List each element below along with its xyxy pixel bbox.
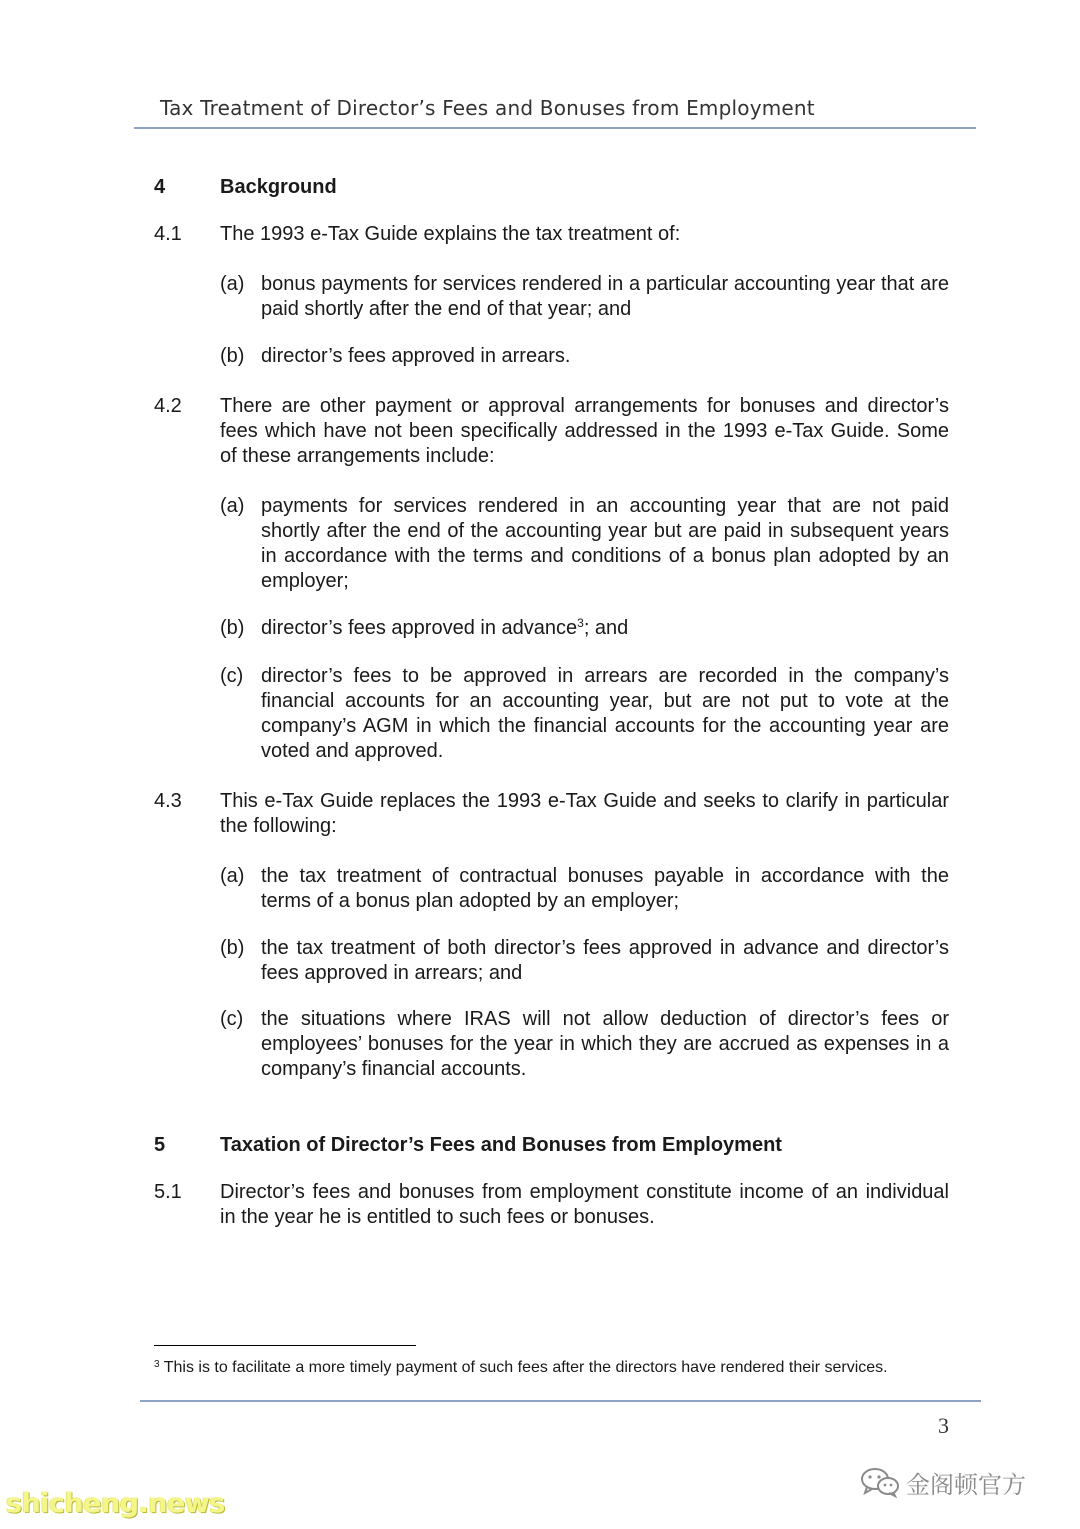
list-item-text-tail: ; and (583, 617, 629, 639)
section-heading-5 (154, 1133, 954, 1158)
section-number: 5 (154, 1134, 166, 1156)
list-item-text: the situations where IRAS will not allow deduction of director’s fees or employees’ bonuses for the year in which they are accrued as expenses in a company’s financial accounts. (261, 1008, 949, 1080)
paragraph-number: 5.1 (154, 1181, 182, 1203)
list-item-4-1-b (220, 344, 949, 369)
section-heading-4 (154, 175, 954, 200)
footnote-text: This is to facilitate a more timely payment of such fees after the directors have rendered their services. (163, 1359, 888, 1376)
list-item-text-main: director’s fees approved in advance (261, 617, 578, 639)
list-item-label: (a) (220, 865, 245, 887)
list-item-label: (c) (220, 665, 244, 687)
list-item-text: bonus payments for services rendered in a particular accounting year that are paid shortly after the end of that year; and (261, 273, 949, 320)
watermark-account-name: 金阁顿官方 (906, 1470, 1026, 1499)
paragraph-number: 4.2 (154, 395, 182, 417)
list-item-4-3-a (220, 864, 949, 914)
paragraph-4-3 (154, 789, 949, 839)
watermark-site: shicheng.news (6, 1488, 225, 1519)
footnote-reference[interactable]: 3 (577, 616, 584, 630)
header-rule (134, 127, 976, 129)
section-number: 4 (154, 176, 166, 198)
list-item-label: (b) (220, 617, 245, 639)
paragraph-5-1 (154, 1180, 949, 1230)
page-number: 3 (938, 1413, 949, 1438)
list-item-label: (a) (220, 495, 245, 517)
list-item-text: the tax treatment of both director’s fees approved in advance and director’s fees approved in arrears; and (261, 937, 949, 984)
list-item-4-3-b (220, 936, 949, 986)
document-header-title: Tax Treatment of Director’s Fees and Bonuses from Employment (160, 96, 815, 120)
paragraph-number: 4.3 (154, 790, 182, 812)
paragraph-4-1 (154, 222, 949, 247)
list-item-text (261, 616, 949, 641)
list-item-label: (b) (220, 937, 245, 959)
list-item-4-2-c (220, 664, 949, 764)
list-item-text: director’s fees to be approved in arrears are recorded in the company’s financial accounts for an accounting year, but are not put to vote at the company’s AGM in which the financial accounts for the accounting year are voted and approved. (261, 665, 949, 762)
section-title: Background (220, 176, 337, 198)
section-title: Taxation of Director’s Fees and Bonuses from Employment (220, 1134, 782, 1156)
paragraph-text: There are other payment or approval arrangements for bonuses and director’s fees which have not been specifically addressed in the 1993 e-Tax Guide. Some of these arrangements include: (220, 395, 949, 467)
paragraph-text: This e-Tax Guide replaces the 1993 e-Tax Guide and seeks to clarify in particular the following: (220, 790, 949, 837)
footer-rule (140, 1400, 981, 1402)
wechat-icon (860, 1466, 900, 1498)
list-item-label: (b) (220, 345, 245, 367)
list-item-4-1-a (220, 272, 949, 322)
paragraph-4-2 (154, 394, 949, 469)
footnote-mark: 3 (154, 1359, 160, 1370)
footnote-separator (154, 1345, 416, 1346)
list-item-text: payments for services rendered in an accounting year that are not paid shortly after the end of the accounting year but are paid in subsequent years in accordance with the terms and conditions of a bonus plan adopted by an employer; (261, 495, 949, 592)
watermark-account (860, 1462, 1026, 1502)
paragraph-text: The 1993 e-Tax Guide explains the tax treatment of: (220, 223, 681, 245)
list-item-label: (c) (220, 1008, 244, 1030)
list-item-4-2-b (220, 616, 949, 641)
list-item-text: the tax treatment of contractual bonuses payable in accordance with the terms of a bonus plan adopted by an employer; (261, 865, 949, 912)
list-item-label: (a) (220, 273, 245, 295)
list-item-4-3-c (220, 1007, 949, 1082)
paragraph-text: Director’s fees and bonuses from employment constitute income of an individual in the year he is entitled to such fees or bonuses. (220, 1181, 949, 1228)
list-item-4-2-a (220, 494, 949, 594)
footnote (154, 1357, 950, 1378)
list-item-text: director’s fees approved in arrears. (261, 345, 571, 367)
paragraph-number: 4.1 (154, 223, 182, 245)
